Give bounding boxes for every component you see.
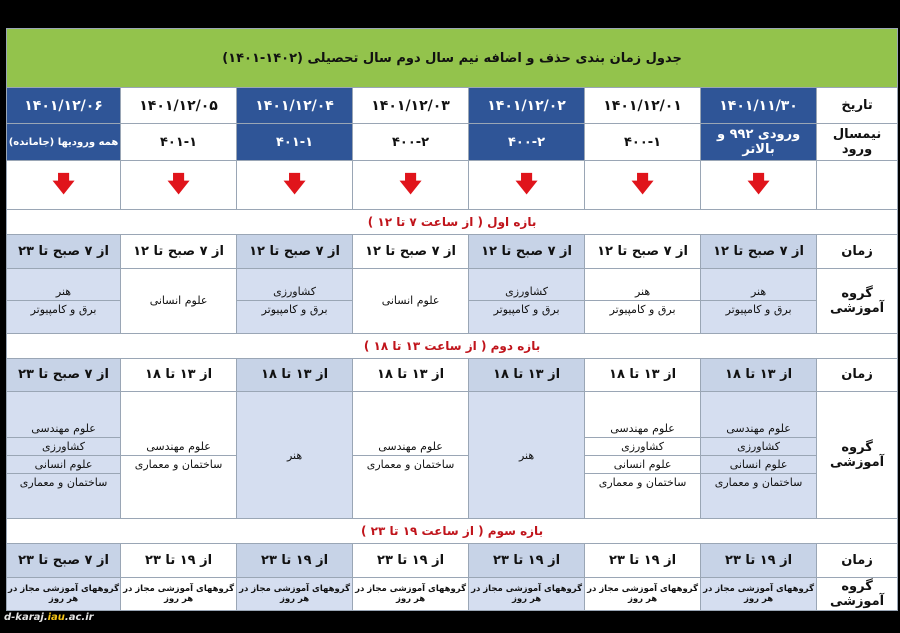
group-cell <box>121 268 237 333</box>
time-cell: از ۱۹ تا ۲۳ <box>237 544 353 577</box>
group-cell <box>469 268 585 333</box>
group-name: ساختمان و معماری <box>134 457 223 471</box>
down-arrow-icon: 🡇 <box>353 161 469 210</box>
entry-cell: همه ورودیها (جامانده) <box>7 123 121 161</box>
entry-cell: ۴۰۱-۱ <box>121 123 237 161</box>
period-title: بازه دوم ( از ساعت ۱۳ تا ۱۸ ) <box>7 333 898 358</box>
time-label: زمان <box>817 358 898 391</box>
group-name: گروههای آموزشی مجاز در هر روز <box>8 583 120 604</box>
group-name: هنر <box>518 448 535 462</box>
group-name: گروههای آموزشی مجاز در هر روز <box>123 583 235 604</box>
time-cell: از ۱۳ تا ۱۸ <box>701 358 817 391</box>
down-arrow-icon: 🡇 <box>237 161 353 210</box>
group-name: علوم مهندسی <box>585 420 700 438</box>
group-name: هنر <box>701 283 816 301</box>
time-cell: از ۷ صبح تا ۱۲ <box>121 235 237 268</box>
period-title-row <box>7 333 898 358</box>
group-cell <box>121 391 237 518</box>
time-row <box>7 235 898 268</box>
date-cell: ۱۴۰۱/۱۲/۰۱ <box>585 88 701 123</box>
group-name: علوم انسانی <box>149 294 208 308</box>
time-cell: از ۱۹ تا ۲۳ <box>353 544 469 577</box>
group-name: کشاورزی <box>7 438 120 456</box>
group-cell <box>469 391 585 518</box>
group-name: برق و کامپیوتر <box>725 303 792 317</box>
group-name: هنر <box>585 283 700 301</box>
group-cell <box>585 268 701 333</box>
group-cell <box>701 391 817 518</box>
down-arrow-icon: 🡇 <box>701 161 817 210</box>
group-cell <box>353 391 469 518</box>
group-label: گروه آموزشی <box>817 391 898 518</box>
group-label: گروه آموزشی <box>817 268 898 333</box>
time-cell: از ۱۹ تا ۲۳ <box>585 544 701 577</box>
group-name: کشاورزی <box>585 438 700 456</box>
time-cell: از ۱۹ تا ۲۳ <box>469 544 585 577</box>
down-arrow-icon: 🡇 <box>585 161 701 210</box>
time-cell: از ۱۳ تا ۱۸ <box>353 358 469 391</box>
group-cell <box>237 577 353 610</box>
group-cell <box>237 268 353 333</box>
period-title: بازه اول ( از ساعت ۷ تا ۱۲ ) <box>7 210 898 235</box>
time-cell: از ۷ صبح تا ۱۲ <box>469 235 585 268</box>
schedule-table <box>6 28 898 611</box>
group-label: گروه آموزشی <box>817 577 898 610</box>
date-cell: ۱۴۰۱/۱۱/۳۰ <box>701 88 817 123</box>
group-name: گروههای آموزشی مجاز در هر روز <box>471 583 583 604</box>
period-title-row <box>7 519 898 544</box>
time-row <box>7 358 898 391</box>
entry-cell: ۴۰۱-۱ <box>237 123 353 161</box>
entry-cell: ورودی ۹۹۲ و بالاتر <box>701 123 817 161</box>
group-row <box>7 577 898 610</box>
group-name: علوم انسانی <box>585 456 700 474</box>
group-name: علوم انسانی <box>701 456 816 474</box>
date-cell: ۱۴۰۱/۱۲/۰۲ <box>469 88 585 123</box>
group-name: برق و کامپیوتر <box>493 303 560 317</box>
time-cell: از ۱۹ تا ۲۳ <box>701 544 817 577</box>
group-name: ساختمان و معماری <box>598 475 687 489</box>
entry-label: نیمسال ورود <box>817 123 898 161</box>
group-name: گروههای آموزشی مجاز در هر روز <box>355 583 467 604</box>
watermark-highlight: iau <box>47 612 65 623</box>
group-cell <box>353 577 469 610</box>
table-title: جدول زمان بندی حذف و اضافه نیم سال دوم سال تحصیلی (۱۴۰۲-۱۴۰۱) <box>7 29 898 88</box>
down-arrow-icon: 🡇 <box>7 161 121 210</box>
time-cell: از ۷ صبح تا ۲۳ <box>7 358 121 391</box>
entry-row <box>7 123 898 161</box>
group-name: گروههای آموزشی مجاز در هر روز <box>703 583 815 604</box>
time-cell: از ۷ صبح تا ۲۳ <box>7 544 121 577</box>
arrow-row <box>7 161 898 210</box>
group-name: کشاورزی <box>237 283 352 301</box>
group-cell <box>701 268 817 333</box>
group-name: علوم مهندسی <box>121 438 236 456</box>
group-name: برق و کامپیوتر <box>609 303 676 317</box>
group-cell <box>7 391 121 518</box>
down-arrow-icon: 🡇 <box>469 161 585 210</box>
group-cell <box>7 268 121 333</box>
date-cell: ۱۴۰۱/۱۲/۰۳ <box>353 88 469 123</box>
group-cell <box>353 268 469 333</box>
group-row <box>7 391 898 518</box>
time-cell: از ۱۳ تا ۱۸ <box>585 358 701 391</box>
group-name: علوم مهندسی <box>701 420 816 438</box>
group-cell <box>121 577 237 610</box>
down-arrow-icon: 🡇 <box>121 161 237 210</box>
time-label: زمان <box>817 235 898 268</box>
title-row <box>7 29 898 88</box>
time-cell: از ۷ صبح تا ۱۲ <box>353 235 469 268</box>
time-row <box>7 544 898 577</box>
schedule-page <box>6 28 897 611</box>
time-label: زمان <box>817 544 898 577</box>
group-name: گروههای آموزشی مجاز در هر روز <box>587 583 699 604</box>
group-cell <box>585 391 701 518</box>
group-name: علوم مهندسی <box>7 420 120 438</box>
group-name: علوم انسانی <box>381 294 440 308</box>
period-title-row <box>7 210 898 235</box>
group-name: برق و کامپیوتر <box>30 303 97 317</box>
group-cell <box>469 577 585 610</box>
time-cell: از ۷ صبح تا ۲۳ <box>7 235 121 268</box>
watermark-suffix: .ac.ir <box>64 612 94 623</box>
group-name: علوم مهندسی <box>353 438 468 456</box>
entry-cell: ۴۰۰-۲ <box>353 123 469 161</box>
group-row <box>7 268 898 333</box>
time-cell: از ۱۳ تا ۱۸ <box>121 358 237 391</box>
date-label: تاریخ <box>817 88 898 123</box>
site-watermark <box>4 612 94 623</box>
entry-cell: ۴۰۰-۲ <box>469 123 585 161</box>
date-cell: ۱۴۰۱/۱۲/۰۵ <box>121 88 237 123</box>
time-cell: از ۱۹ تا ۲۳ <box>121 544 237 577</box>
period-title: بازه سوم ( از ساعت ۱۹ تا ۲۳ ) <box>7 519 898 544</box>
group-name: ساختمان و معماری <box>714 475 803 489</box>
group-name: ساختمان و معماری <box>19 475 108 489</box>
time-cell: از ۱۳ تا ۱۸ <box>237 358 353 391</box>
time-cell: از ۷ صبح تا ۱۲ <box>237 235 353 268</box>
group-cell <box>237 391 353 518</box>
group-name: هنر <box>286 448 303 462</box>
time-cell: از ۷ صبح تا ۱۲ <box>585 235 701 268</box>
group-name: ساختمان و معماری <box>366 457 455 471</box>
group-name: کشاورزی <box>469 283 584 301</box>
date-cell: ۱۴۰۱/۱۲/۰۴ <box>237 88 353 123</box>
time-cell: از ۷ صبح تا ۱۲ <box>701 235 817 268</box>
group-name: کشاورزی <box>701 438 816 456</box>
group-name: برق و کامپیوتر <box>261 303 328 317</box>
time-cell: از ۱۳ تا ۱۸ <box>469 358 585 391</box>
date-cell: ۱۴۰۱/۱۲/۰۶ <box>7 88 121 123</box>
entry-cell: ۴۰۰-۱ <box>585 123 701 161</box>
watermark-prefix: d-karaj. <box>4 612 48 623</box>
group-cell <box>585 577 701 610</box>
group-cell <box>7 577 121 610</box>
group-name: گروههای آموزشی مجاز در هر روز <box>239 583 351 604</box>
group-name: علوم انسانی <box>7 456 120 474</box>
group-cell <box>701 577 817 610</box>
date-row <box>7 88 898 123</box>
group-name: هنر <box>7 283 120 301</box>
arrow-row-spacer <box>817 161 898 210</box>
